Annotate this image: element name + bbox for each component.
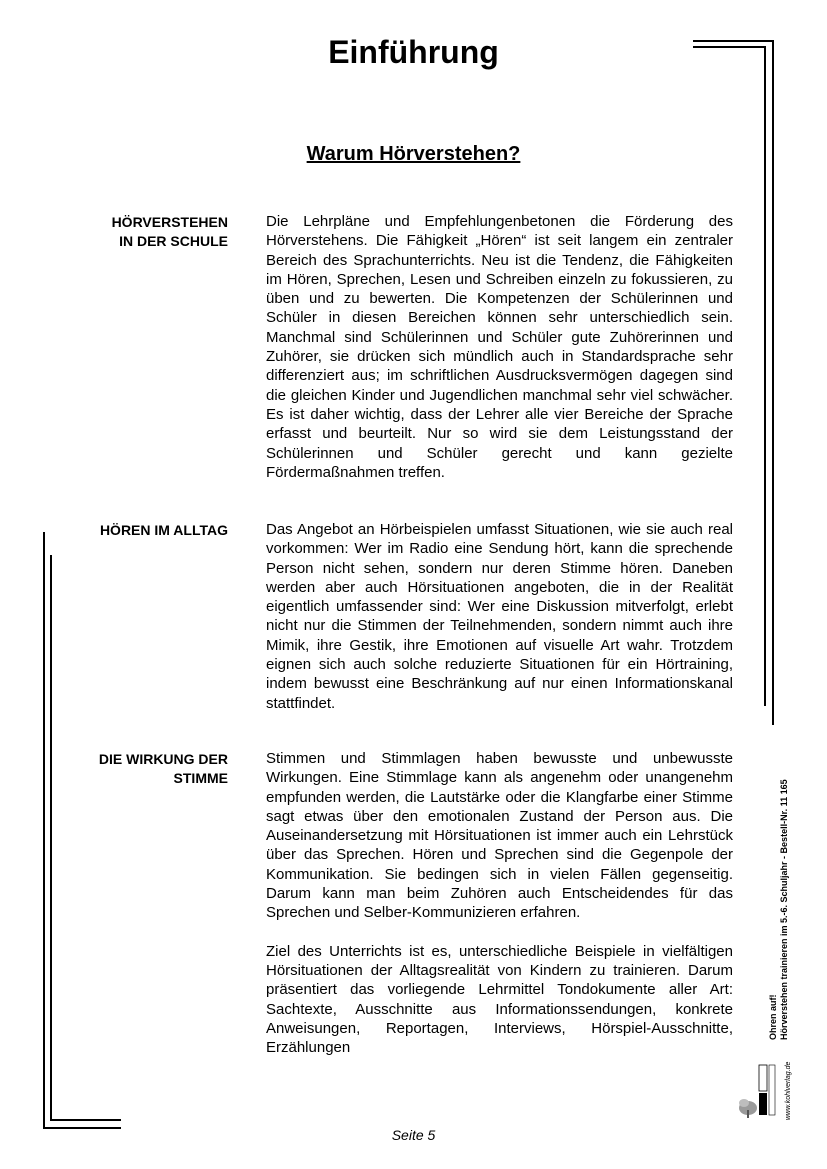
section-label-line: DIE WIRKUNG DER bbox=[98, 751, 228, 767]
section-label-line: STIMME bbox=[173, 770, 228, 786]
section-body-hoerverstehen bbox=[266, 212, 733, 482]
sidebar-imprint bbox=[768, 779, 790, 1040]
section-label-hoeren-im-alltag bbox=[40, 521, 228, 540]
frame-bottom-left-inner-h bbox=[50, 1119, 121, 1121]
frame-bottom-left-outer-v bbox=[43, 532, 45, 1129]
section-label-hoerverstehen bbox=[40, 213, 228, 251]
publisher-logo-icon bbox=[735, 1060, 785, 1120]
section-label-wirkung-der-stimme bbox=[40, 750, 228, 788]
page-subtitle: Warum Hörverstehen? bbox=[306, 143, 521, 165]
sidebar-line-order: Hörverstehen trainieren im 5.-6. Schuljahr - Bestell-Nr. 11 165 bbox=[779, 779, 789, 1040]
paragraph: Die Lehrpläne und Empfehlungenbetonen die Förderung des Hörverstehens. Die Fähigkeit „Hören“ ist seit langem ein zentraler Bereich des Sprachunterrichts. Neu ist die Tendenz, die Fähigkeiten im Hören, Sprechen, Lesen und Schreiben einzeln zu fokussieren, zu üben und zu bewerten. Die Kompetenzen der Schülerinnen und Schüler in diesen Bereichen können sehr unterschiedlich sein. Manchmal sind Schülerinnen und Schüler gute Zuhörerinnen und Zuhörer, sie drücken sich mündlich auch in Standardsprache sehr differenziert aus; im schriftlichen Ausdrucksvermögen dagegen sind die gleichen Kinder und Jugendlichen manchmal sehr viel schwächer. Es ist daher wichtig, dass der Lehrer alle vier Bereiche der Sprache erfasst und beurteilt. Nur so wird sie dem Leistungsstand der Schülerinnen und Schüler gerecht und kann gezielte Fördermaßnahmen treffen. bbox=[266, 213, 733, 481]
section-label-line: HÖREN IM ALLTAG bbox=[99, 522, 228, 538]
sidebar-website-text: www.kohlverlag.de bbox=[785, 1061, 792, 1120]
paragraph: Stimmen und Stimmlagen haben bewusste und unbewusste Wirkungen. Eine Stimmlage kann als angenehm oder unangenehm empfunden werden, die Lautstärke oder die Klangfarbe einer Stimme sagt etwas über den emotionalen Zustand der Person aus. Die Auseinandersetzung mit Hörsituationen ist immer auch ein Lehrstück über das Sprechen. Hören und Sprechen sind die Gegenpole der Kommunikation. Sie bedingen sich in vielen Fällen gegenseitig. Darum kann man beim Zuhören auch Entscheidendes für das Sprechen und Selber-Kommunizieren erfahren. bbox=[266, 750, 733, 922]
section-label-line: IN DER SCHULE bbox=[119, 233, 228, 249]
paragraph: Das Angebot an Hörbeispielen umfasst Situationen, wie sie auch real vorkommen: Wer im Radio eine Sendung hört, kann die sprechende Person nicht sehen, sondern nur deren Stimme hören. Daneben werden aber auch Hörsituationen angeboten, die in der Realität eigentlich umfassender sind: Wer eine Diskussion mitverfolgt, erlebt nicht nur die Stimmen der Teilnehmenden, sondern nimmt auch ihre Mimik, ihre Gestik, ihre Emotionen auf visuelle Art wahr. Trotzdem eignen sich auch solche reduzierte Situationen für ein Hörtraining, indem bewusst eine Beschränkung auf nur einen Informationskanal stattfindet. bbox=[266, 521, 733, 712]
sidebar-line-title: Ohren auf! bbox=[768, 994, 778, 1040]
paragraph: Ziel des Unterrichts ist es, unterschiedliche Beispiele in vielfältigen Hörsituationen der Alltagsrealität von Kindern zu trainieren. Darum präsentiert das vorliegende Lehrmittel Tondokumente aller Art: Sachtexte, Ausschnitte aus Informationssendungen, konkrete Anweisungen, Reportagen, Interviews, Hörspiel-Ausschnitte, Erzählungen bbox=[266, 942, 733, 1057]
page-title: Einführung bbox=[328, 34, 499, 70]
frame-bottom-left-inner-v bbox=[50, 555, 52, 1121]
section-body-hoeren-im-alltag bbox=[266, 520, 733, 713]
page-number: Seite 5 bbox=[391, 1127, 436, 1143]
section-label-line: HÖRVERSTEHEN bbox=[111, 214, 228, 230]
section-body-wirkung-der-stimme bbox=[266, 749, 733, 1057]
